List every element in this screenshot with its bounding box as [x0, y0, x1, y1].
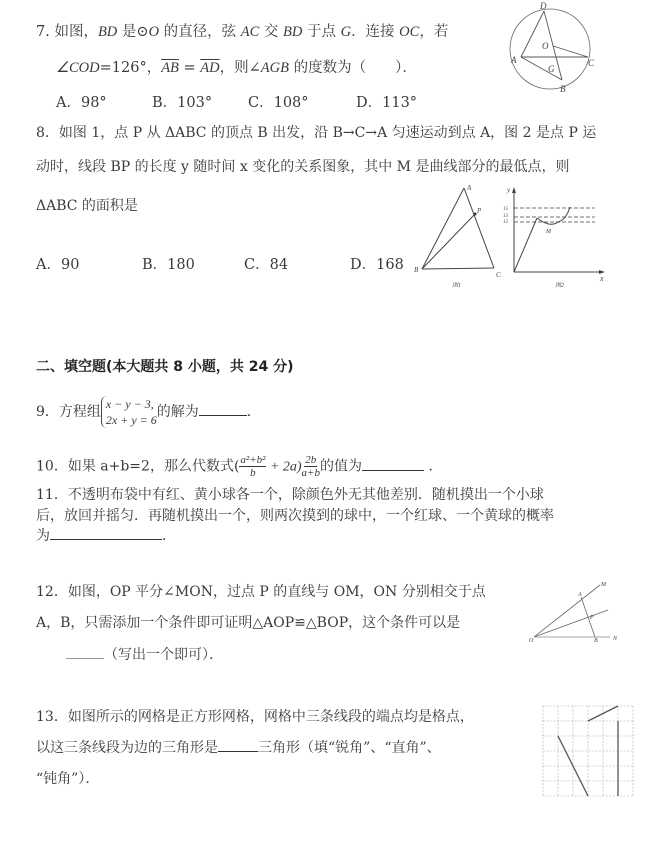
label-c: C — [496, 271, 501, 279]
label-a: A — [467, 184, 472, 192]
fig1-caption: 图1 — [452, 283, 462, 289]
label-a: A — [511, 55, 517, 65]
q8-option-d: D．168 — [350, 257, 404, 273]
y-axis-label: y — [507, 186, 511, 194]
label-b: B — [560, 84, 566, 94]
ray-om — [534, 585, 600, 637]
equation-system — [101, 396, 157, 428]
q8-option-b: B．180 — [142, 257, 195, 273]
equation-2: 2x + y = 6 — [105, 413, 157, 428]
arc-ab: $\overline{AB}$ — [161, 60, 179, 76]
grid-lines — [543, 706, 633, 796]
label-g: G — [548, 64, 555, 74]
q13-line3: “钝角”）． — [36, 771, 100, 787]
label-a: A — [578, 592, 582, 598]
side-bc — [422, 268, 494, 269]
q13-answer-blank[interactable] — [218, 751, 258, 752]
q7-option-b: B．103° — [152, 95, 213, 111]
q12-answer-blank[interactable] — [66, 658, 104, 659]
section-heading: 二、填空题(本大题共 8 小题，共 24 分) — [36, 359, 294, 375]
q9-line: 9．方程组 x − y − 3, 2x + y = 6 的解为 ． — [36, 397, 261, 428]
label-m: M — [601, 582, 606, 588]
chord-ab — [521, 57, 562, 80]
fraction-2: $\frac{2b}{a+b}$ — [301, 454, 320, 480]
q12-figure — [520, 575, 630, 650]
label-o: O — [529, 638, 534, 644]
q8-figure-2 — [500, 180, 610, 290]
arc-ad: $\overline{AD}$ — [200, 60, 220, 76]
label-m: M — [546, 229, 551, 235]
label-b: B — [414, 266, 419, 274]
label-p: P — [590, 615, 594, 621]
ray-op — [534, 610, 608, 637]
tick-12: 12 — [503, 220, 508, 225]
fraction-1: $\frac{\text{a²+b²}}{b}$ — [240, 454, 266, 480]
q12-line2: A，B，只需添加一个条件即可证明△AOP≌△BOP，这个条件可以是 — [36, 615, 461, 631]
linear-segment — [514, 218, 537, 272]
q11-line3: 为 ． — [36, 528, 176, 544]
equation-1: x − y − 3, — [105, 397, 154, 411]
label-n: N — [613, 636, 618, 642]
q8-line2: 动时，线段 BP 的长度 y 随时间 x 变化的关系图象，其中 M 是曲线部分的最低点，则 — [36, 159, 570, 175]
side-ac — [464, 188, 494, 268]
label-p: P — [477, 207, 482, 215]
tick-13: 13 — [503, 214, 508, 219]
y-axis-arrow — [512, 187, 516, 193]
segment-oc — [553, 46, 588, 57]
q12-line1: 12．如图，OP 平分∠MON，过点 P 的直线与 OM，ON 分别相交于点 — [36, 584, 486, 600]
segment-bp — [422, 214, 475, 269]
q7-line1: 7. 如图，BD 是⊙O 的直径，弦 AC 交 BD 于点 G．连接 OC，若 — [36, 24, 449, 40]
q9-answer-blank[interactable] — [199, 415, 247, 416]
q13-grid-figure — [543, 706, 643, 806]
tick-15: 15 — [503, 207, 508, 212]
side-ba — [422, 188, 464, 269]
q8-line3: ΔABC 的面积是 — [36, 198, 138, 214]
q7-number: 7. — [36, 24, 50, 40]
x-axis-label: x — [600, 274, 604, 283]
q13-line2: 以这三条线段为边的三角形是 三角形（填“锐角”、“直角”、 — [36, 740, 441, 756]
q8-figure-1 — [410, 180, 510, 290]
q10-line: 10．如果 a+b=2，那么代数式( $\frac{\text{a²+b²}}{b}$ + 2a) $\frac{2b}{a+b}$ 的值为 ． — [36, 454, 443, 480]
q7-option-d: D．113° — [356, 95, 418, 111]
q11-line1: 11．不透明布袋中有红、黄小球各一个，除颜色外无其他差别．随机摸出一个小球 — [36, 487, 544, 503]
label-c: C — [588, 58, 595, 68]
label-o: O — [542, 41, 549, 51]
circle-o — [510, 9, 590, 89]
q13-line1: 13．如图所示的网格是正方形网格，网格中三条线段的端点均是格点， — [36, 709, 474, 725]
q7-option-c: C．108° — [248, 95, 309, 111]
label-d: D — [540, 1, 547, 11]
q11-line2: 后，放回并摇匀．再随机摸出一个，则两次摸到的球中，一个红球、一个黄球的概率 — [36, 508, 554, 524]
q12-line3: （写出一个即可）． — [66, 648, 223, 662]
segment-1 — [588, 706, 618, 721]
q8-option-a: A．90 — [36, 257, 80, 273]
q7-option-a: A．98° — [56, 95, 107, 111]
q7-circle-figure — [500, 0, 620, 100]
fig2-caption: 图2 — [555, 283, 565, 289]
q7-line2: ∠COD=126°，$\overline{AB} = \overline{AD}$，则∠AGB 的度数为（ ）． — [56, 60, 417, 76]
q8-option-c: C．84 — [244, 257, 289, 273]
q11-answer-blank[interactable] — [50, 539, 162, 540]
label-b: B — [594, 638, 598, 644]
q10-answer-blank[interactable] — [362, 470, 424, 471]
q8-line1: 8．如图 1，点 P 从 ΔABC 的顶点 B 出发，沿 B→C→A 匀速运动到点 A，图 2 是点 P 运 — [36, 125, 597, 141]
